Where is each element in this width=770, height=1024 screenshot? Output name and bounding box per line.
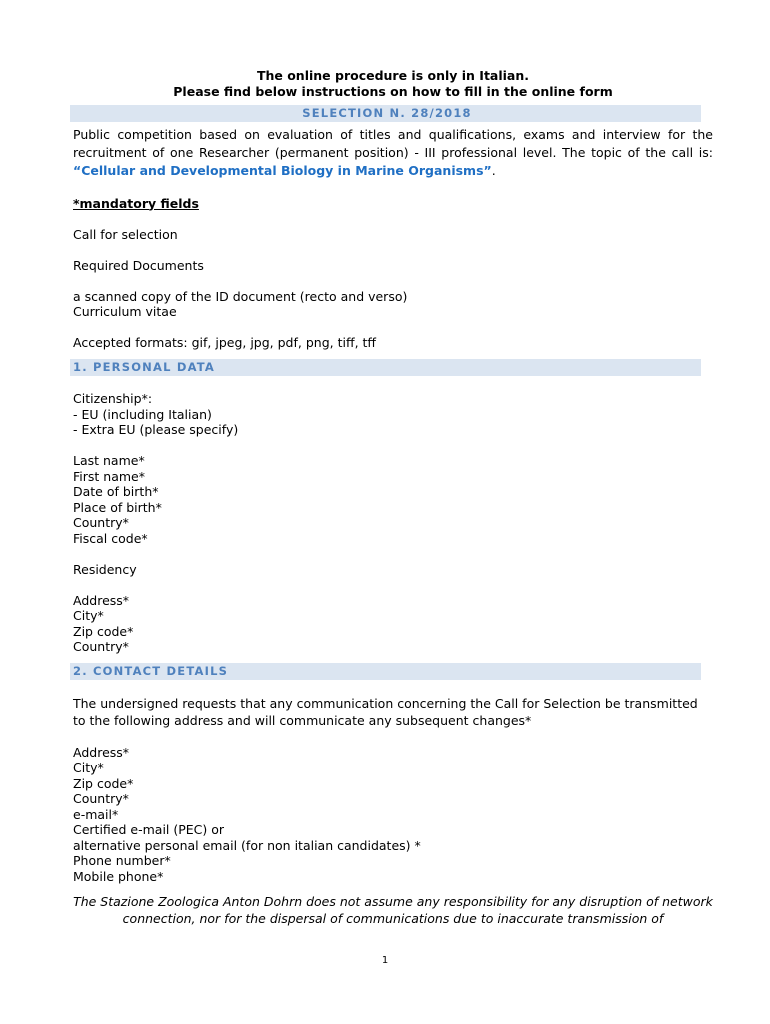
mandatory-note: *mandatory fields [73, 195, 199, 211]
accepted-formats: Accepted formats: gif, jpeg, jpg, pdf, png, tiff, tff [73, 335, 377, 350]
personal-field: First name* [73, 468, 145, 484]
page-number: 1 [381, 955, 389, 966]
residency-field: City* [73, 608, 104, 623]
selection-topic: “Cellular and Developmental Biology in Marine Organisms” [73, 163, 492, 178]
personal-field: Country* [73, 515, 129, 530]
doc-item: a scanned copy of the ID document (recto and verso) [73, 288, 408, 304]
contact-field: alternative personal email (for non italian candidates) * [73, 837, 421, 853]
contact-field: Mobile phone* [73, 868, 164, 884]
personal-field: Fiscal code* [73, 530, 148, 546]
contact-field: Zip code* [73, 775, 134, 791]
contact-field: Phone number* [73, 853, 171, 868]
selection-band: SELECTION N. 28/2018 [70, 105, 701, 122]
selection-intro [73, 126, 713, 180]
contact-field: Certified e-mail (PEC) or [73, 822, 225, 837]
citizenship-option: - Extra EU (please specify) [73, 422, 239, 437]
doc-item: Curriculum vitae [73, 304, 177, 319]
personal-field: Last name* [73, 453, 145, 468]
personal-data-band: 1. PERSONAL DATA [70, 359, 701, 376]
contact-details-band: 2. CONTACT DETAILS [70, 663, 701, 680]
citizenship-option: - EU (including Italian) [73, 406, 212, 422]
contact-intro: The undersigned requests that any communication concerning the Call for Selection be transmitted to the following address and will communicate any subsequent changes* [73, 696, 698, 728]
residency-field: Zip code* [73, 623, 134, 639]
disclaimer: The Stazione Zoologica Anton Dohrn does not assume any responsibility for any disruption of network connection, nor for the dispersal of communications due to inaccurate transmission of [73, 894, 713, 926]
document-content [73, 68, 713, 927]
residency-field: Address* [73, 592, 130, 608]
residency-label: Residency [73, 561, 137, 577]
contact-field: e-mail* [73, 806, 119, 822]
header-line-2: Please find below instructions on how to fill in the online form [173, 83, 613, 99]
citizenship-label: Citizenship*: [73, 391, 153, 406]
required-documents: Required Documents [73, 257, 204, 273]
residency-field: Country* [73, 639, 129, 654]
header-line-1: The online procedure is only in Italian. [256, 68, 530, 83]
contact-field: Address* [73, 744, 130, 760]
contact-field: Country* [73, 791, 129, 806]
selection-intro-text: Public competition based on evaluation of titles and qualifications, exams and interview for the recruitment of one Researcher (permanent position) - III professional level. The topic of the call is: [73, 127, 713, 160]
personal-field: Place of birth* [73, 499, 162, 515]
call-for-selection: Call for selection [73, 226, 178, 242]
selection-topic-end: . [491, 163, 496, 178]
contact-field: City* [73, 760, 104, 775]
personal-field: Date of birth* [73, 484, 159, 499]
